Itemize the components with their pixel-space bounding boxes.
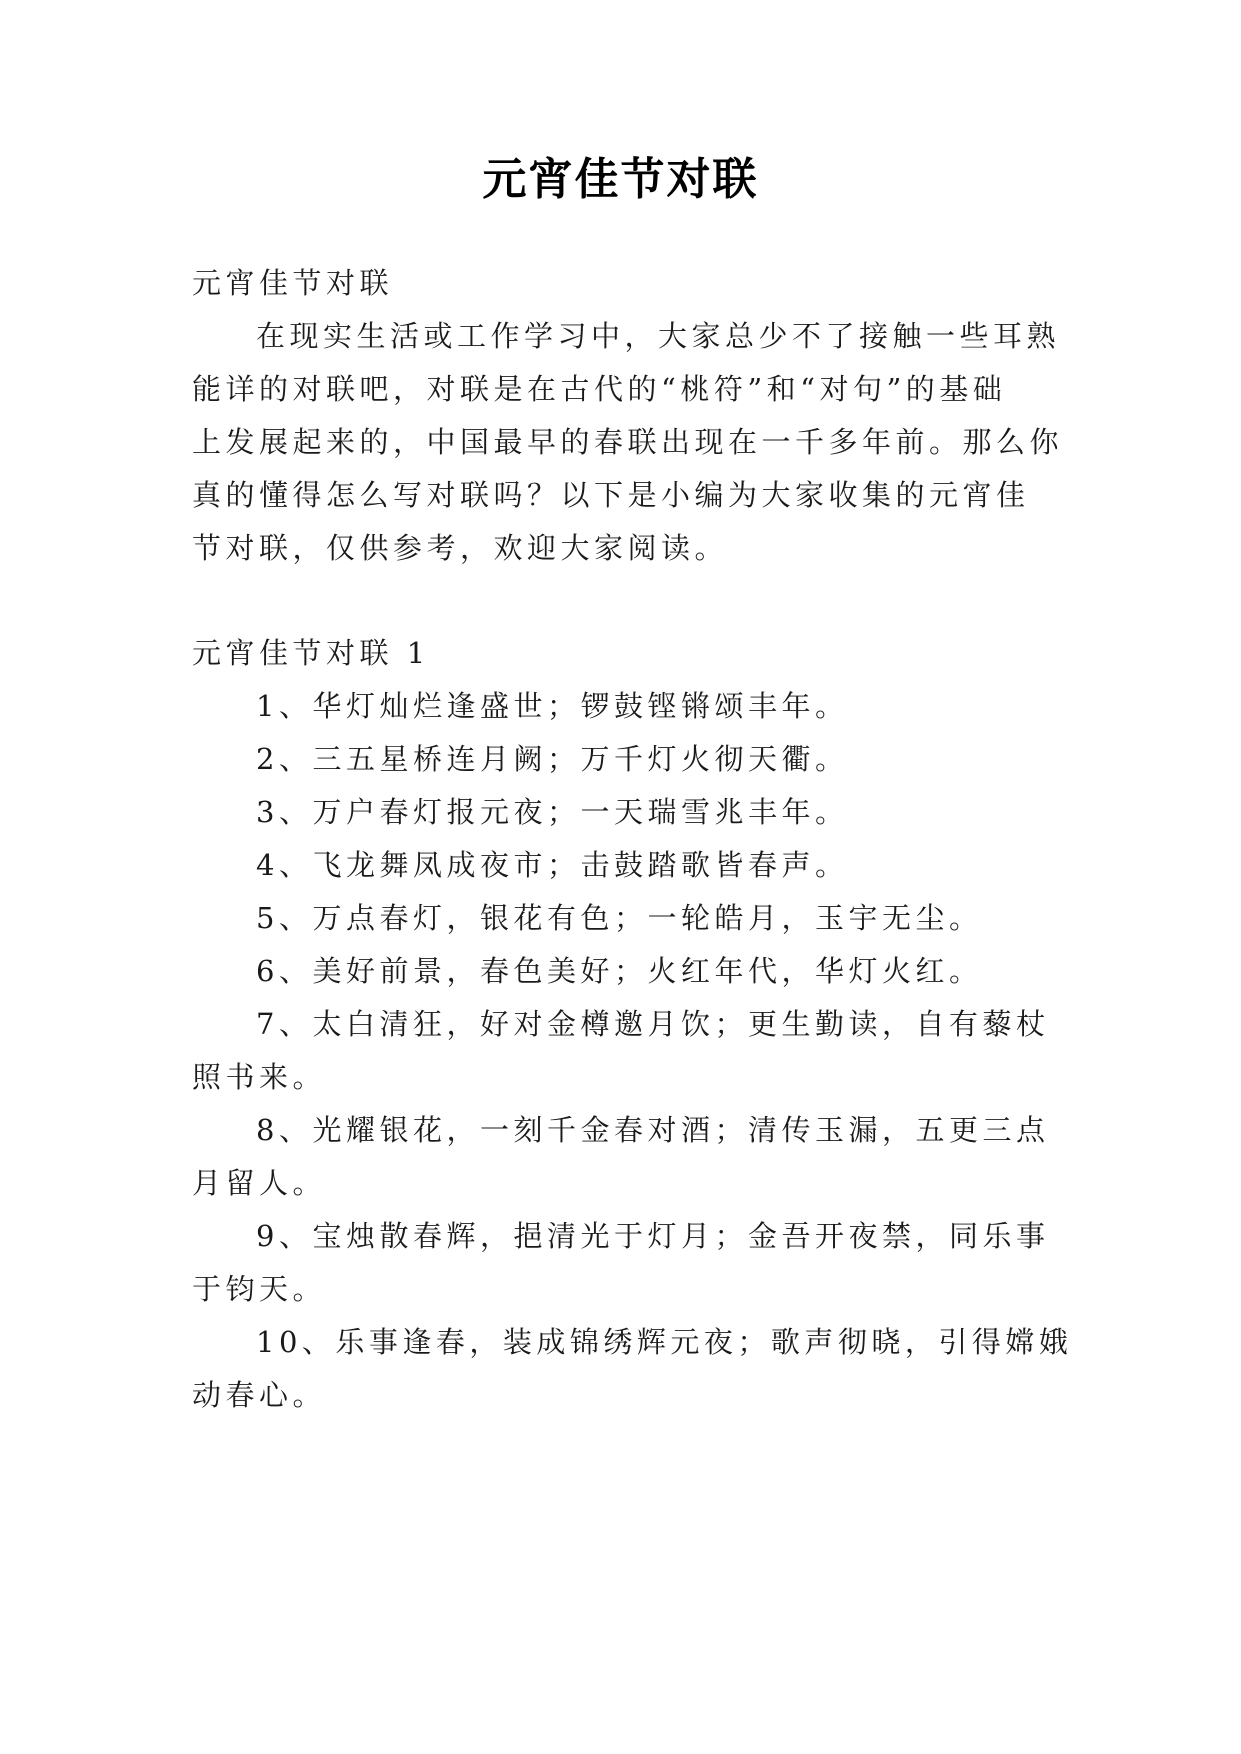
couplet-line: 1、华灯灿烂逢盛世；锣鼓铿锵颂丰年。 <box>256 689 849 723</box>
couplet-line: 7、太白清狂，好对金樽邀月饮；更生勤读，自有藜杖 <box>256 1007 1050 1041</box>
couplet-line: 3、万户春灯报元夜；一天瑞雪兆丰年。 <box>256 795 849 829</box>
couplet-line: 6、美好前景，春色美好；火红年代，华灯火红。 <box>256 954 983 988</box>
document-body <box>192 0 1073 1754</box>
couplet-line: 8、光耀银花，一刻千金春对酒；清传玉漏，五更三点 <box>256 1113 1050 1147</box>
couplet-line: 4、飞龙舞凤成夜市；击鼓踏歌皆春声。 <box>256 848 849 882</box>
intro-line: 上发展起来的，中国最早的春联出现在一千多年前。那么你 <box>192 425 1064 459</box>
couplet-line: 于钧天。 <box>192 1272 327 1306</box>
couplet-line: 月留人。 <box>192 1166 327 1200</box>
couplet-line: 照书来。 <box>192 1060 327 1094</box>
intro-line: 节对联，仅供参考，欢迎大家阅读。 <box>192 531 729 565</box>
couplet-line: 2、三五星桥连月阙；万千灯火彻天衢。 <box>256 742 849 776</box>
intro-line: 真的懂得怎么写对联吗？以下是小编为大家收集的元宵佳 <box>192 478 1030 512</box>
document-title: 元宵佳节对联 <box>482 154 759 205</box>
couplet-line: 5、万点春灯，银花有色；一轮皓月，玉宇无尘。 <box>256 901 983 935</box>
couplet-line: 动春心。 <box>192 1378 327 1412</box>
intro-heading: 元宵佳节对联 <box>192 266 394 300</box>
couplet-line: 10、乐事逢春，装成锦绣辉元夜；歌声彻晓，引得嫦娥 <box>256 1325 1073 1359</box>
section-heading: 元宵佳节对联 1 <box>192 636 430 670</box>
couplet-line: 9、宝烛散春辉，挹清光于灯月；金吾开夜禁，同乐事 <box>256 1219 1050 1253</box>
intro-line: 能详的对联吧，对联是在古代的“桃符”和“对句”的基础 <box>192 372 1007 406</box>
intro-line: 在现实生活或工作学习中，大家总少不了接触一些耳熟 <box>256 319 1061 353</box>
